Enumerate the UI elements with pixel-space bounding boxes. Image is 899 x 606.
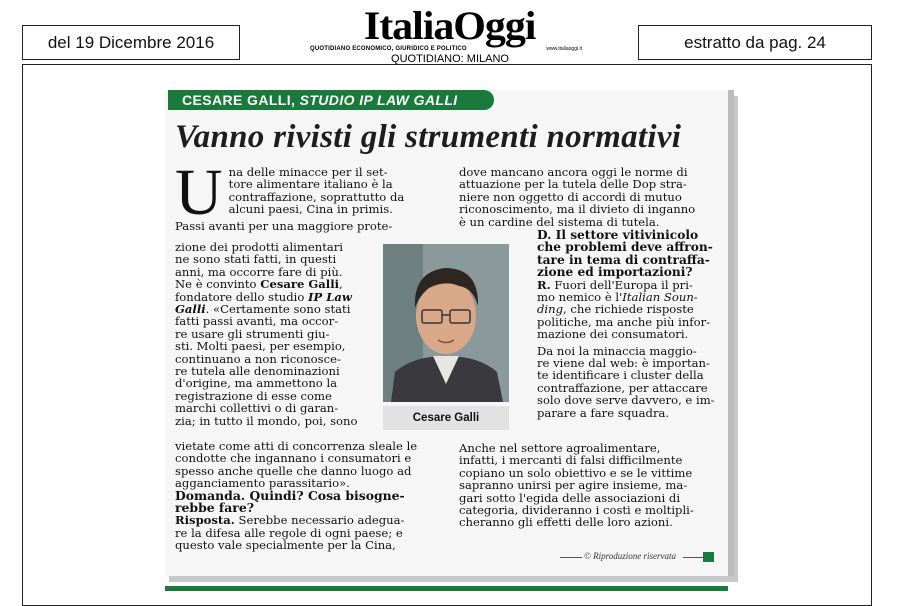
text-line: contraffazione, per attaccare (537, 380, 708, 395)
kicker-org: STUDIO IP LAW GALLI (299, 92, 458, 108)
text-line: parare a fare squadra. (537, 405, 670, 420)
column-2-lines (459, 166, 723, 228)
drop-cap: U (175, 156, 223, 229)
divider-line (560, 557, 582, 558)
text-line: d'origine, ma ammettono la (175, 376, 338, 391)
text-line: sti. Molti paesi, per esempio, (175, 339, 346, 354)
question-line: tare in tema di contraffa- (537, 252, 710, 267)
text-line: re viene dal web: è importan- (537, 356, 710, 371)
text-run: Fuori dell'Europa il pri- (550, 277, 693, 292)
article-title: Vanno rivisti gli strumenti normativi (175, 119, 682, 155)
article-column-2-lower (459, 442, 723, 529)
text-line: te identificare i cluster della (537, 368, 704, 383)
text-line: cheranno gli effetti delle loro azioni. (459, 515, 673, 530)
next-article-bar (165, 586, 728, 591)
masthead-subtitle: QUOTIDIANO ECONOMICO, GIURIDICO E POLITICO (310, 46, 467, 52)
text-line: gari sotto l'egida delle associazioni di (459, 490, 681, 505)
text-line: copiano un solo obiettivo e se le vittime (459, 465, 693, 480)
text-line: continuano a non riconosce- (175, 351, 341, 366)
article-column-2 (459, 166, 723, 228)
text-line: re la difesa alle regole di ogni paese; e (175, 525, 403, 540)
text-run: Ne è convinto (175, 277, 261, 292)
text-line: Anche nel settore agroalimentare, (459, 441, 661, 455)
text-run: mo nemico è l' (537, 290, 623, 305)
full-width-lines-2 (175, 440, 450, 490)
text-line: tore alimentare italiano è la (228, 177, 393, 192)
question-line: che problemi deve affron- (537, 240, 713, 255)
text-line: alcuni paesi, Cina in primis. (228, 202, 393, 217)
text-line: mazione dei consumatori. (537, 327, 689, 342)
narrow-lines-2 (175, 315, 375, 427)
text-line: solo dove serve davvero, e im- (537, 393, 715, 408)
article-column-1 (175, 156, 443, 233)
text-line: agganciamento parassitario». (175, 476, 350, 491)
text-line: spesso anche quelle che danno luogo ad (175, 463, 412, 478)
text-run: Serebbe necessario adegua- (234, 513, 405, 528)
text-line: fatti passi avanti, ma occor- (175, 314, 339, 329)
firm-name: IP Law (308, 289, 352, 304)
portrait-illustration (383, 244, 509, 402)
text-line: dove mancano ancora oggi le norme di (459, 165, 688, 179)
italic-term: ding (537, 302, 564, 317)
extract-page: estratto da pag. 24 (684, 33, 826, 52)
portrait-photo (383, 244, 509, 402)
text-line: vietate come atti di concorrenza sleale le (175, 439, 418, 453)
person-name: Cesare Galli (260, 277, 340, 292)
text-line: zia; in tutto il mondo, poi, sono (175, 413, 358, 428)
answer-2-line (537, 303, 723, 315)
text-line: Da noi la minaccia maggio- (537, 343, 697, 358)
text-line: politiche, ma anche più infor- (537, 314, 711, 329)
text-line: riconoscimento, ma il divieto di inganno (459, 202, 696, 217)
end-mark (703, 552, 714, 562)
article-column-2-narrow (537, 229, 723, 419)
edition-label: QUOTIDIANO: MILANO (391, 53, 509, 65)
article-kicker (168, 90, 494, 110)
text-line: re tutela alle denominazioni (175, 364, 340, 379)
masthead (300, 3, 600, 66)
question-text: Domanda. Quindi? Cosa bisogne- (175, 487, 405, 503)
text-line: Passi avanti per una maggiore prote- (175, 219, 393, 233)
firm-name: Galli (175, 302, 206, 317)
text-line: zione dei prodotti alimentari (175, 240, 344, 254)
text-line: ne sono stati fatti, in questi (175, 252, 337, 267)
photo-caption: Cesare Galli (383, 406, 509, 430)
text-line: categoria, divideranno i costi e moltipli- (459, 503, 694, 518)
article-column-1-lower (175, 440, 450, 552)
masthead-website: www.italiaoggi.it (546, 46, 582, 52)
text-line: è un cardine del sistema di tutela. (459, 214, 660, 229)
article-column-1-narrow (175, 241, 375, 427)
date-box (22, 25, 240, 60)
full-width-lines (175, 220, 443, 232)
reproduction-note: © Riproduzione riservata (584, 551, 676, 561)
text-run: , che richiede risposte (563, 302, 694, 317)
italic-term: Italian Soun- (622, 290, 698, 305)
text-line: condotte che ingannano i consumatori e (175, 451, 412, 466)
text-line: anni, ma occorre fare di più. (175, 264, 343, 279)
question-text: rebbe fare? (175, 500, 254, 516)
text-line: sapranno unirsi per agire insieme, ma- (459, 478, 688, 493)
paragraph-agro (459, 442, 723, 529)
kicker-name: CESARE GALLI, (182, 92, 300, 108)
masthead-logo: ItaliaOggi (364, 3, 536, 48)
text-line: questo vale specialmente per la Cina, (175, 538, 396, 553)
text-line: attuazione per la tutela delle Dop stra- (459, 177, 687, 192)
text-run: fondatore dello studio (175, 289, 309, 304)
answer-label: R. (537, 277, 551, 292)
text-line: infatti, i mercanti di falsi difficilmente (459, 453, 683, 468)
text-line: na delle minacce per il set- (228, 165, 388, 179)
question-line: zione ed importazioni? (537, 265, 693, 280)
text-run: . «Certamente sono stati (205, 302, 351, 317)
text-run: , (339, 277, 343, 292)
text-line: registrazione di esse come (175, 388, 332, 403)
divider-line (683, 557, 703, 558)
answer-2-lines (537, 316, 723, 341)
narrow-lines (175, 241, 375, 278)
text-line: re usare gli strumenti giu- (175, 326, 330, 341)
question-2 (537, 229, 723, 279)
answer-label: Risposta. (175, 513, 235, 528)
paragraph-web (537, 345, 723, 419)
question-line: D. Il settore vitivinicolo (537, 228, 699, 242)
extract-box (638, 25, 872, 60)
answer-1-lines (175, 527, 450, 552)
answer-1 (175, 514, 450, 526)
issue-date: del 19 Dicembre 2016 (47, 33, 215, 52)
text-line: niere non oggetto di accordi di mutuo (459, 189, 682, 204)
text-line: marchi collettivi o di garan- (175, 401, 339, 416)
text-line: contraffazione, soprattutto da (228, 189, 405, 204)
